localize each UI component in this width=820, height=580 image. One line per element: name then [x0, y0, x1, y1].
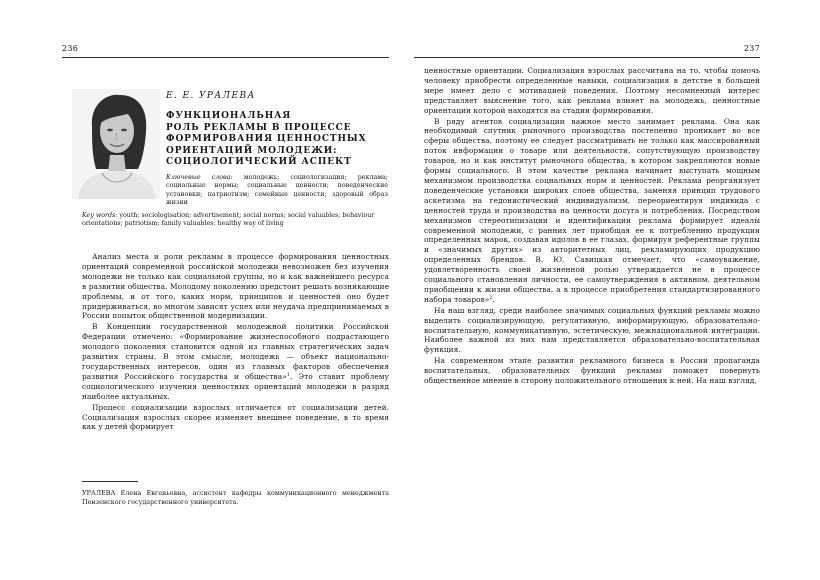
paragraph [82, 322, 389, 401]
header-rule-right [414, 57, 760, 58]
footnote-rule [82, 481, 138, 482]
footnote-ref: 1 [286, 371, 290, 378]
author-photo [72, 89, 160, 199]
keywords-en-label: Key words: [82, 212, 118, 219]
paragraph-text: . Это ставит проблему социологического изучения ценностных ориентаций молодежи в разряд наиболее актуальных. [82, 371, 389, 401]
body-text-left [82, 252, 389, 432]
body-text-right [424, 66, 760, 386]
footnote-ref: 2 [489, 294, 493, 301]
author-name: Е. Е. УРАЛЕВА [166, 91, 256, 101]
title-line: ФОРМИРОВАНИЯ ЦЕННОСТНЫХ [166, 134, 367, 145]
paragraph: ценностные ориентации. Социализация взрослых рассчитана на то, чтобы помочь человеку приобрести определенные навыки, социализация в детстве в большей мере имеет дело с мотивацией поведения. Поэтому несомненный интерес представляет выяснение того, как реклама влияет на молодежь, ценностные ориентации которой находятся на стадии формирования. [424, 66, 760, 115]
title-line: РОЛЬ РЕКЛАМЫ В ПРОЦЕССЕ [166, 122, 352, 133]
title-line: ОРИЕНТАЦИЙ МОЛОДЕЖИ: [166, 145, 338, 156]
paragraph [424, 117, 760, 305]
keywords-en [82, 212, 390, 229]
paragraph-text: В Концепции государственной молодежной политики Российской Федерации отмечено: «Формирование жизнеспособного подрастающего молодого поколения становится одной из главных стратегических задач развития страны. В этом смысле, молодежь — объект национально-государственных интересов, один из главных факторов обеспечения развития Российского государства и общества» [82, 322, 389, 381]
paragraph-text: . [492, 294, 496, 304]
article-title [166, 111, 386, 169]
title-line: ФУНКЦИОНАЛЬНАЯ [166, 111, 292, 121]
header-rule-left [62, 57, 389, 58]
paragraph: Анализ места и роли рекламы в процессе формирования ценностных ориентаций современной российской молодежи невозможен без изучения молодежи не только как социальной группы, но и как важнейшего ресурса в развитии общества. Молодому поколению предстоит решать возникающие проблемы, и от того, каких норм, принципов и ценностей оно будет придерживаться, во многом зависят успех или неудача предпринимаемых в России попыток общественной модернизации. [82, 252, 389, 321]
keywords-ru [166, 174, 388, 207]
author-footnote: УРАЛЕВА Елена Евгеньевна, ассистент кафедры коммуникационного менеджмента Пензенского государственного университета. [82, 489, 389, 506]
keywords-ru-text: молодежь; социологизация; реклама; социальные нормы; социальные ценности; поведенческие установки; патриотизм; семейные ценности; здоровый образ жизни [166, 174, 388, 206]
page-number-left: 236 [62, 44, 79, 53]
paragraph-text: В ряду агентов социализации важное место занимает реклама. Она как необходимый спутник рыночного производства постепенно проникает во все сферы общества, поэтому ее следует рассматривать не только как массированный поток информации о товаре или деятельности, сопутствующую производству товаров, но и как институт рыночного общества, в котором закрепляются новые формы социального. В этом качестве реклама начинает выступать мощным механизмом производства социальных норм и ценностей. Реклама реорганизует поведенческие установки широких слоев общества, заменяя принцип трудового аскетизма на гедонистический индивидуализм, переориентируя индивида с ценностей труда и производства на ценности досуга и потребления. Посредством механизмов стереотипизации и идентификации реклама формирует идеалы современной молодежи, с ранних лет приобщая ее к потреблению продукции определенных марок, создавая идолов в ее глазах, формируя референтные группы и «значимых других» из авторитетных лиц, рекламирующих продукцию определенных брендов. В. Ю. Савицкая отмечает, что «самоуважение, удовлетворенность своей жизненной ролью утверждается не в процессе социального становления личности, ее самоутверждения в активном, деятельном приобщении к жизни общества, а в процессе приобретения стандартизированного набора товаров» [424, 116, 760, 304]
right-page [410, 0, 820, 580]
keywords-ru-label: Ключевые слова: [166, 174, 233, 181]
paragraph: Процесс социализации взрослых отличается от социализации детей. Социализация взрослых скорее изменяет внешнее поведение, в то время как у детей формирует [82, 402, 389, 432]
page-number-right: 237 [743, 44, 760, 53]
paragraph: На современном этапе развития рекламного бизнеса в России пропаганда воспитательных, образовательных функций рекламы поможет повернуть общественное мнение в сторону положительного отношения к ней. На наш взгляд, [424, 356, 760, 386]
title-line: СОЦИОЛОГИЧЕСКИЙ АСПЕКТ [166, 157, 352, 168]
keywords-en-text: youth; sociologisation; advertisement; social norms; social valuables; behaviour orientations; patriotism; family valuables; healthy way of living [82, 212, 375, 228]
paragraph: На наш взгляд, среди наиболее значимых социальных функций рекламы можно выделить социализирующую, регулятивную, информирующую, образовательно-воспитательную, коммуникативную, эстетическую, межнациональной интеграции. Наиболее важной из них нам представляется образовательно-воспитательная функция. [424, 305, 760, 355]
